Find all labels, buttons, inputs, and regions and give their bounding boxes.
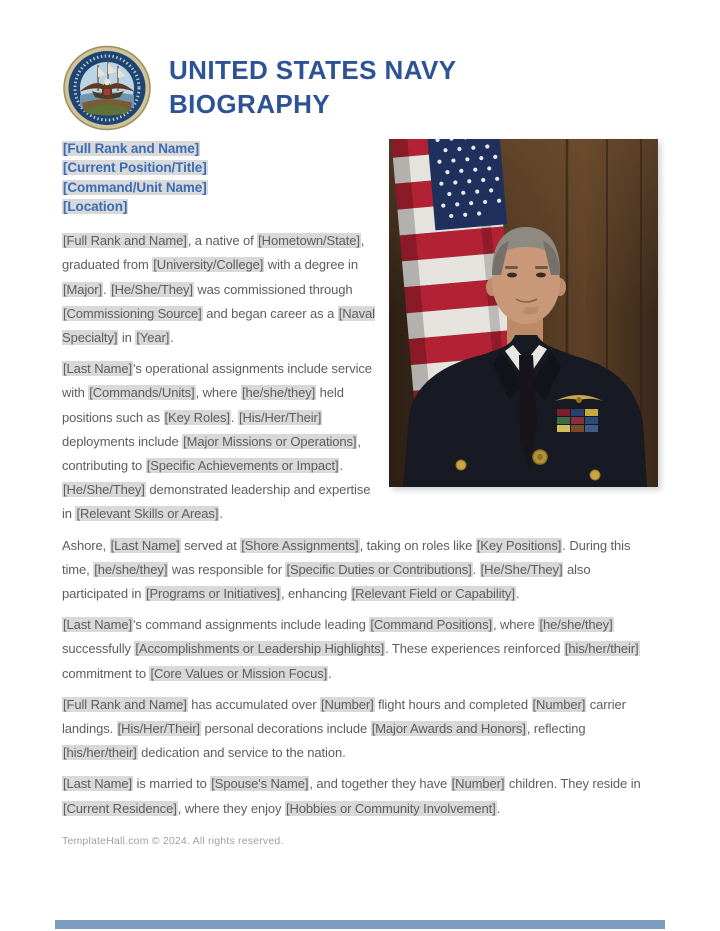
placeholder-field: [Last Name] (63, 617, 132, 633)
placeholder-field: [he/she/they] (242, 385, 316, 401)
placeholder-field: [Number] (532, 696, 586, 712)
placeholder-field: [His/Her/Their] (238, 409, 322, 425)
placeholder-field: [Current Position/Title] (63, 160, 207, 176)
footer-credit: TemplateHall.com © 2024. All rights reserved. (62, 834, 284, 847)
placeholder-field: [his/her/their] (63, 745, 137, 761)
page-title-line2: BIOGRAPHY (169, 89, 331, 119)
placeholder-field: [Key Roles] (164, 409, 230, 425)
placeholder-field: [Core Values or Mission Focus] (150, 665, 328, 681)
bio-paragraph-early-career: [Full Rank and Name], a native of [Hometown/State], graduated from [University/College] with a degree in [Major]. [He/She/They] was commissioned through [Commissioning Source] and began career as a [Naval Specialty] in [Year]. (62, 233, 375, 345)
placeholder-field: [Major Awards and Honors] (371, 721, 526, 737)
placeholder-field: [Full Rank and Name] (63, 696, 187, 712)
placeholder-field: [Naval Specialty] (62, 305, 375, 345)
placeholder-field: [Year] (136, 330, 170, 345)
placeholder-field: [Major] (63, 281, 103, 297)
placeholder-field: [He/She/They] (111, 281, 193, 297)
placeholder-field: [Major Missions or Operations] (183, 433, 357, 449)
placeholder-field: [Command/Unit Name] (63, 179, 207, 195)
placeholder-field: [he/she/they] (94, 561, 168, 577)
placeholder-field: [Full Rank and Name] (63, 233, 187, 249)
placeholder-field: [Spouse's Name] (211, 776, 309, 792)
navy-seal-icon (62, 45, 152, 131)
bottom-accent-bar (55, 920, 665, 929)
placeholder-field: [he/she/they] (539, 617, 613, 633)
placeholder-field: [Location] (63, 198, 128, 214)
placeholder-field: [Number] (451, 776, 505, 792)
placeholder-field: [Hobbies or Community Involvement] (285, 800, 496, 816)
placeholder-field: [Relevant Field or Capability] (351, 586, 515, 602)
placeholder-field: [Last Name] (110, 537, 180, 553)
placeholder-field: [Last Name] (63, 776, 132, 792)
officer-portrait-photo (389, 139, 658, 487)
placeholder-field: [Hometown/State] (258, 233, 360, 249)
placeholder-field: [University/College] (153, 257, 264, 273)
bio-paragraph-decorations: [Full Rank and Name] has accumulated over [Number] flight hours and completed [Number] carrier landings. [His/Her/Their] personal decorations include [Major Awards and Honors], reflecting [his/her/their] dedication and service to the nation. (62, 696, 626, 761)
placeholder-field: [his/her/their] (564, 641, 639, 657)
placeholder-field: [Number] (320, 696, 374, 712)
placeholder-field: [Accomplishments or Leadership Highlights] (135, 641, 385, 657)
placeholder-field: [Relevant Skills or Areas] (76, 506, 219, 522)
placeholder-field: [Shore Assignments] (241, 537, 359, 553)
placeholder-field: [Current Residence] (63, 800, 177, 816)
placeholder-field: [He/She/They] (63, 482, 145, 498)
page-title (169, 45, 456, 121)
ribbon-rack (557, 409, 598, 432)
placeholder-field: [Commands/Units] (89, 385, 195, 401)
placeholder-field: [Last Name] (63, 361, 132, 377)
placeholder-field: [Key Positions] (476, 537, 562, 553)
placeholder-field: [Specific Duties or Contributions] (286, 561, 472, 577)
placeholder-field: [Programs or Initiatives] (145, 586, 280, 602)
page-title-line1: UNITED STATES NAVY (169, 55, 457, 85)
bio-paragraph-command-assignments: [Last Name]'s command assignments include leading [Command Positions], where [he/she/they] successfully [Accomplishments or Leadership Highlights]. These experiences reinforced [his/her/their] commitment to [Core Values or Mission Focus]. (62, 617, 639, 681)
placeholder-field: [Commissioning Source] (63, 305, 202, 321)
placeholder-field: [Command Positions] (370, 617, 492, 633)
placeholder-field: [Full Rank and Name] (63, 141, 200, 156)
placeholder-field: [Specific Achievements or Impact] (146, 458, 339, 474)
page-header (0, 0, 720, 131)
bio-paragraph-shore-assignments: Ashore, [Last Name] served at [Shore Assignments], taking on roles like [Key Positions]. During this time, [he/she/they] was responsible for [Specific Duties or Contributions]. [He/She/They] also participated in [Programs or Initiatives], enhancing [Relevant Field or Capability]. (62, 537, 631, 602)
placeholder-field: [He/She/They] (480, 561, 563, 577)
placeholder-field: [His/Her/Their] (117, 721, 200, 737)
bio-paragraph-personal: [Last Name] is married to [Spouse's Name], and together they have [Number] children. They reside in [Current Residence], where they enjoy [Hobbies or Community Involvement]. (63, 776, 641, 816)
bio-paragraph-operational-assignments: [Last Name]'s operational assignments include service with [Commands/Units], where [he/she/they] held positions such as [Key Roles]. [His/Her/Their] deployments include [Major Missions or Operations], contributing to [Specific Achievements or Impact]. [He/She/They] demonstrated leadership and expertise in [Relevant Skills or Areas]. (62, 361, 372, 522)
biography-content (0, 131, 720, 848)
